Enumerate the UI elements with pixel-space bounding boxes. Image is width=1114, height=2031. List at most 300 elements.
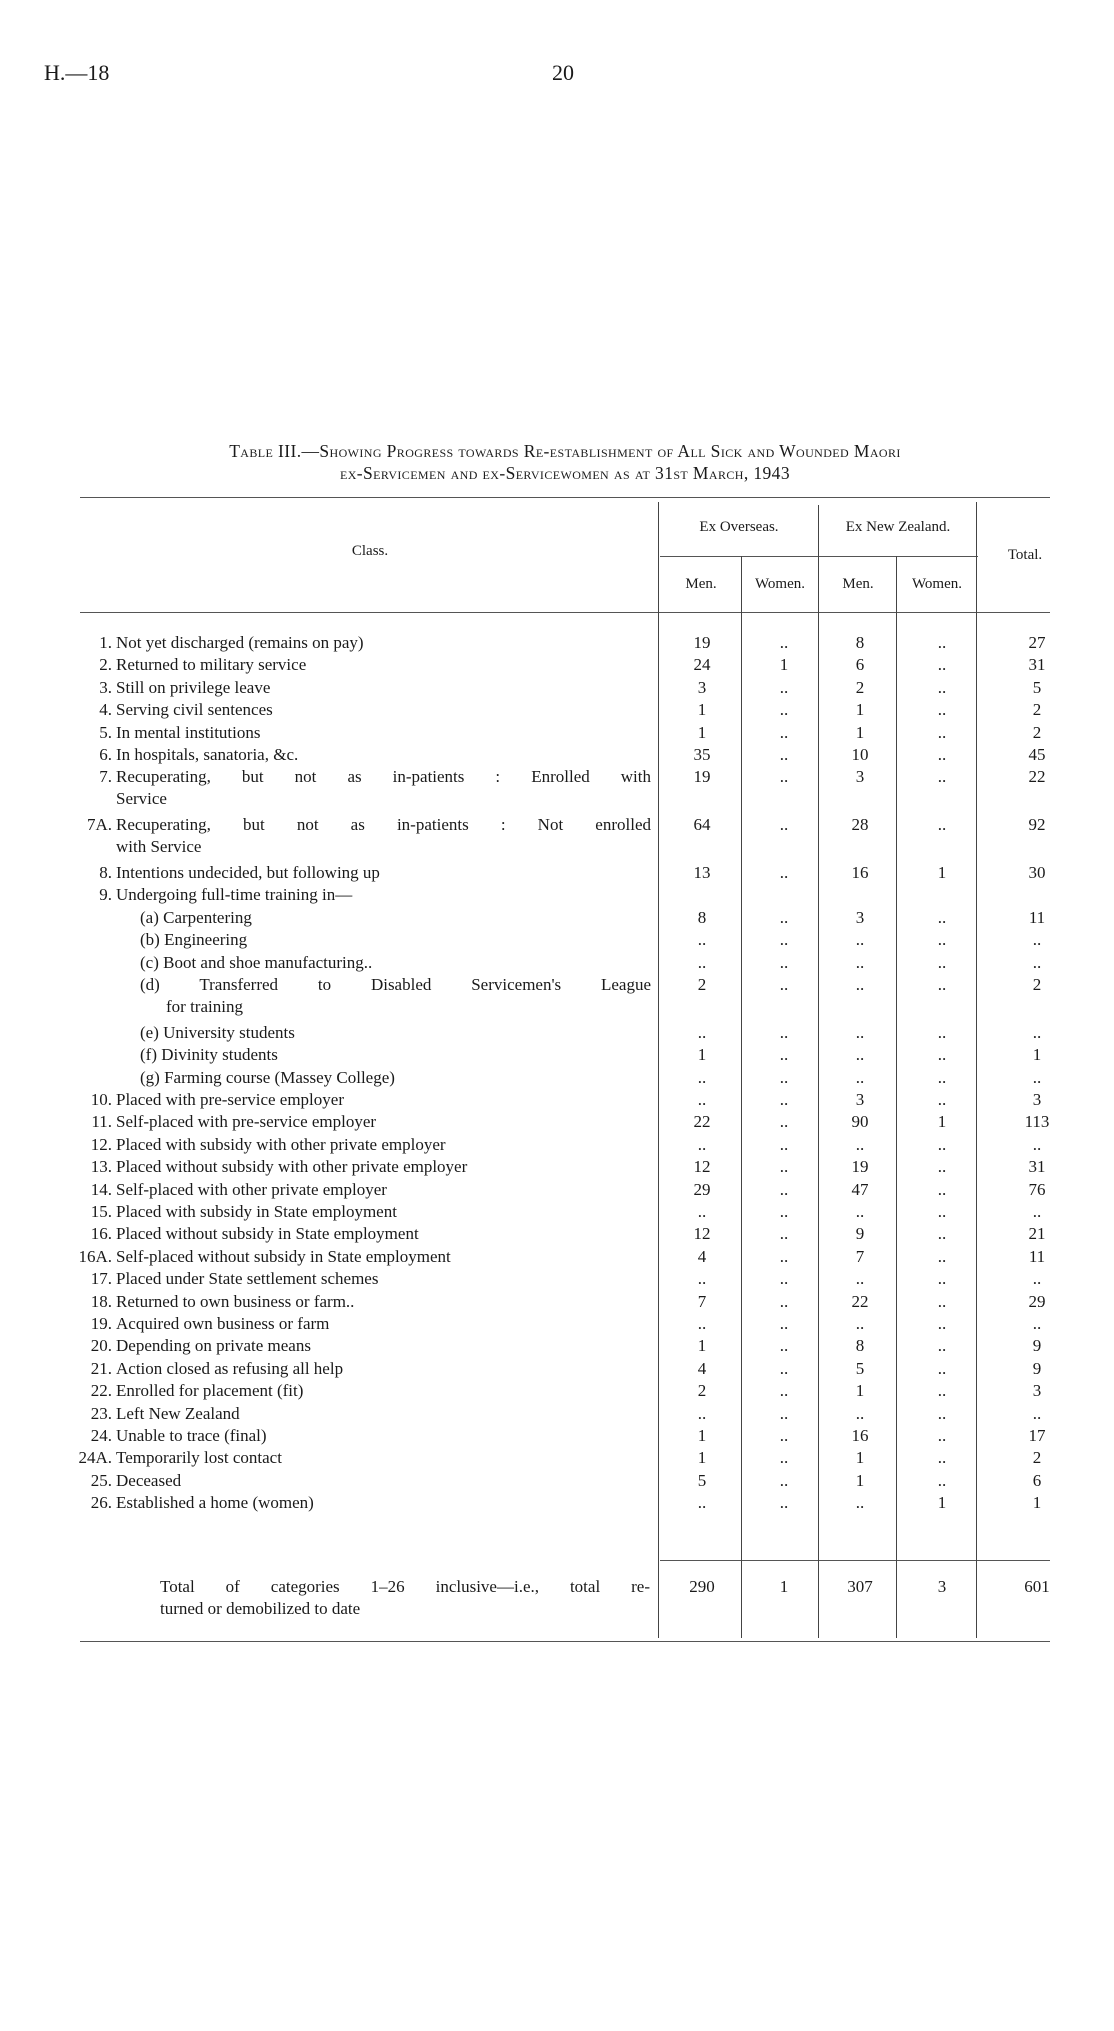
row-cell: .. (855, 1493, 865, 1513)
row-cell: .. (937, 815, 947, 835)
row-cell: 76 (1028, 1179, 1046, 1199)
row-cell: .. (937, 1426, 947, 1445)
row-cell: .. (1032, 930, 1042, 950)
row-cell: .. (855, 975, 865, 994)
row-cell: 6 (855, 655, 865, 675)
row-cell: .. (697, 1090, 707, 1109)
col-header-overseas-men: Men. (685, 576, 717, 592)
row-cell: 4 (697, 1246, 707, 1266)
row-number: 8. (99, 863, 112, 882)
row-number: 10. (90, 1090, 112, 1109)
row-cell: .. (697, 1314, 707, 1333)
row-label-line: Self-placed with pre-service employer (116, 1112, 377, 1132)
table-title (80, 440, 1050, 484)
row-label (116, 699, 651, 721)
row-label (116, 1358, 651, 1380)
row-cell: 5 (697, 1470, 707, 1490)
total-cell: 3 (937, 1577, 947, 1596)
row-cell: .. (855, 1314, 865, 1333)
row-cell: 2 (1032, 722, 1042, 742)
row-cell: .. (855, 1045, 865, 1065)
row-cell: .. (697, 1067, 707, 1087)
row-cell: .. (937, 1269, 947, 1289)
row-cell: 45 (1028, 745, 1046, 764)
row-cell: .. (937, 1179, 947, 1199)
row-cell: .. (937, 1022, 947, 1042)
row-cell: 22 (1028, 767, 1046, 787)
row-number: 24A. (78, 1448, 112, 1468)
row-cell: .. (937, 700, 947, 720)
row-label-line: with Service (116, 837, 202, 857)
row-cell: 64 (693, 815, 711, 835)
row-cell: .. (779, 767, 789, 787)
row-cell: .. (779, 1493, 789, 1513)
row-cell: .. (937, 1403, 947, 1423)
table-top-rule (80, 497, 1050, 498)
row-cell: 1 (855, 722, 865, 742)
row-number: 20. (90, 1336, 112, 1356)
total-cell: 601 (1024, 1577, 1050, 1596)
row-cell: .. (779, 952, 789, 972)
row-cell: 31 (1028, 655, 1046, 675)
row-cell: .. (779, 1358, 789, 1378)
row-label (116, 1156, 651, 1178)
row-label-line: Serving civil sentences (116, 700, 273, 720)
row-cell: .. (697, 1493, 707, 1513)
row-cell: .. (937, 1067, 947, 1087)
row-cell: 1 (697, 722, 707, 742)
row-cell: .. (779, 1314, 789, 1333)
total-top-rule (660, 1560, 1050, 1561)
row-cell: .. (779, 1090, 789, 1109)
row-cell: 8 (855, 633, 865, 652)
row-label (116, 632, 651, 654)
row-cell: .. (937, 975, 947, 994)
row-cell: .. (697, 930, 707, 950)
row-number: 15. (90, 1202, 112, 1221)
row-cell: .. (937, 767, 947, 787)
row-label (140, 929, 651, 951)
row-cell: 2 (1032, 975, 1042, 994)
row-cell: 28 (851, 815, 869, 835)
row-number: 9. (99, 885, 112, 905)
row-cell: 9 (1032, 1358, 1042, 1378)
row-number: 26. (90, 1493, 112, 1513)
row-cell: .. (697, 1269, 707, 1289)
row-label-line: Placed with subsidy in State employment (116, 1202, 397, 1221)
col-header-total: Total. (1007, 547, 1043, 563)
row-label (116, 654, 651, 676)
row-number: 7. (99, 767, 112, 787)
row-number: 1. (99, 633, 112, 652)
row-number: 19. (90, 1314, 112, 1333)
row-cell: .. (937, 930, 947, 950)
row-cell: 19 (851, 1157, 869, 1177)
row-cell: 1 (697, 1426, 707, 1445)
row-cell: .. (779, 1448, 789, 1468)
row-cell: 2 (1032, 700, 1042, 720)
row-cell: 1 (855, 700, 865, 720)
row-label-line: Intentions undecided, but following up (116, 863, 380, 882)
row-cell: .. (937, 1045, 947, 1065)
table-title-line-2: ex-Servicemen and ex-Servicewomen as at 31st March, 1943 (340, 463, 790, 483)
row-number: 18. (90, 1291, 112, 1311)
row-label (140, 907, 651, 929)
row-cell: 1 (855, 1448, 865, 1468)
row-cell: 5 (1032, 677, 1042, 697)
row-cell: .. (779, 1381, 789, 1401)
row-label (116, 744, 651, 766)
row-cell: 3 (855, 767, 865, 787)
row-cell: 47 (851, 1179, 869, 1199)
row-cell: .. (779, 907, 789, 927)
column-group-rule (660, 556, 978, 557)
row-number: 17. (90, 1269, 112, 1289)
row-cell: .. (779, 1067, 789, 1087)
row-number: 16. (90, 1224, 112, 1244)
row-cell: 12 (693, 1224, 711, 1244)
row-label (116, 1447, 651, 1469)
row-cell: .. (697, 1022, 707, 1042)
row-cell: 1 (697, 1336, 707, 1356)
row-label (116, 1179, 651, 1201)
row-cell: 31 (1028, 1157, 1046, 1177)
row-label-line: (d) Transferred to Disabled Servicemen's League (140, 975, 651, 994)
row-label-line: In mental institutions (116, 722, 261, 742)
row-cell: 29 (693, 1179, 711, 1199)
row-cell: 19 (693, 633, 711, 652)
row-cell: 13 (693, 863, 711, 882)
row-cell: .. (1032, 1269, 1042, 1289)
row-cell: .. (779, 700, 789, 720)
row-label (140, 1067, 651, 1089)
row-cell: 2 (697, 975, 707, 994)
row-label (116, 862, 651, 884)
row-number: 7A. (86, 815, 112, 835)
row-label-line: Depending on private means (116, 1336, 311, 1356)
row-cell: .. (937, 1202, 947, 1221)
row-label (116, 766, 651, 810)
row-cell: .. (855, 1202, 865, 1221)
row-label-line: Self-placed without subsidy in State employment (116, 1246, 451, 1266)
row-cell: 3 (1032, 1381, 1042, 1401)
row-label-line: Recuperating, but not as in-patients : Not enrolled (116, 815, 651, 835)
row-number: 2. (99, 655, 112, 675)
row-label (116, 1313, 651, 1335)
row-cell: .. (937, 1470, 947, 1490)
table-bottom-rule (80, 1641, 1050, 1642)
row-cell: .. (855, 1403, 865, 1423)
row-cell: 11 (1028, 907, 1046, 927)
row-cell: .. (937, 1381, 947, 1401)
row-cell: .. (779, 1134, 789, 1154)
row-cell: .. (779, 815, 789, 835)
row-cell: .. (779, 1426, 789, 1445)
row-cell: .. (1032, 1022, 1042, 1042)
row-label (116, 1403, 651, 1425)
row-cell: .. (697, 952, 707, 972)
row-number: 13. (90, 1157, 112, 1177)
row-label-line: Deceased (116, 1470, 182, 1490)
row-cell: .. (937, 655, 947, 675)
total-cell: 307 (847, 1577, 873, 1596)
row-cell: .. (855, 1067, 865, 1087)
row-label-line: Unable to trace (final) (116, 1426, 267, 1445)
row-label-line: (g) Farming course (Massey College) (140, 1067, 395, 1087)
page-number: 20 (552, 60, 574, 85)
row-label-line: Not yet discharged (remains on pay) (116, 633, 364, 652)
row-number: 4. (99, 700, 112, 720)
row-cell: 7 (697, 1291, 707, 1311)
row-cell: 90 (851, 1112, 869, 1132)
row-cell: 1 (937, 863, 947, 882)
row-label-line: Placed under State settlement schemes (116, 1269, 379, 1289)
row-cell: 6 (1032, 1470, 1042, 1490)
row-cell: .. (779, 1202, 789, 1221)
row-cell: .. (855, 1269, 865, 1289)
row-cell: .. (697, 1403, 707, 1423)
row-cell: .. (779, 1112, 789, 1132)
row-number: 16A. (78, 1246, 112, 1266)
row-number: 5. (99, 722, 112, 742)
col-divider-4 (896, 556, 897, 1638)
row-cell: 2 (697, 1381, 707, 1401)
row-label-line: for training (166, 997, 243, 1016)
row-cell: 3 (697, 677, 707, 697)
row-cell: 10 (851, 745, 869, 764)
row-cell: 1 (697, 1045, 707, 1065)
row-label-line: Placed with pre-service employer (116, 1090, 344, 1109)
row-cell: .. (1032, 1202, 1042, 1221)
total-label-line: turned or demobilized to date (160, 1599, 361, 1618)
row-cell: .. (937, 745, 947, 764)
row-cell: .. (855, 1134, 865, 1154)
row-label (116, 1201, 651, 1223)
row-cell: 5 (855, 1358, 865, 1378)
row-cell: 22 (851, 1291, 869, 1311)
row-cell: 1 (937, 1493, 947, 1513)
row-label (116, 1492, 651, 1514)
row-label (116, 1111, 651, 1133)
col-divider-1 (658, 502, 659, 1638)
row-cell: .. (1032, 1134, 1042, 1154)
row-cell: 19 (693, 767, 711, 787)
row-cell: 16 (851, 863, 869, 882)
row-label (116, 1223, 651, 1245)
row-cell: 3 (855, 907, 865, 927)
row-cell: .. (855, 1022, 865, 1042)
row-cell: 16 (851, 1426, 869, 1445)
row-label (140, 952, 651, 974)
row-label-line: (e) University students (140, 1022, 295, 1042)
row-number: 21. (90, 1358, 112, 1378)
row-cell: .. (779, 722, 789, 742)
row-cell: 11 (1028, 1246, 1046, 1266)
row-cell: .. (855, 930, 865, 950)
row-label (140, 974, 651, 1018)
col-header-overseas-women: Women. (754, 576, 806, 592)
row-cell: 4 (697, 1358, 707, 1378)
row-cell: .. (937, 1134, 947, 1154)
row-cell: 35 (693, 745, 711, 764)
row-cell: 1 (779, 655, 789, 675)
row-cell: .. (779, 677, 789, 697)
row-number: 11. (91, 1112, 112, 1132)
col-divider-2 (741, 556, 742, 1638)
row-cell: .. (937, 1157, 947, 1177)
total-label (160, 1576, 650, 1620)
row-cell: .. (937, 1246, 947, 1266)
row-label-line: (c) Boot and shoe manufacturing.. (140, 952, 373, 972)
row-number: 25. (90, 1470, 112, 1490)
row-label (116, 1246, 651, 1268)
row-label (140, 1044, 651, 1066)
row-cell: .. (779, 1246, 789, 1266)
col-divider-3 (818, 505, 819, 1638)
row-cell: 9 (1032, 1336, 1042, 1356)
row-cell: 1 (697, 700, 707, 720)
row-label (140, 1022, 651, 1044)
row-cell: .. (1032, 1314, 1042, 1333)
row-cell: 9 (855, 1224, 865, 1244)
row-cell: 7 (855, 1246, 865, 1266)
row-label-line: Placed with subsidy with other private employer (116, 1134, 446, 1154)
row-cell: 12 (693, 1157, 711, 1177)
row-cell: 27 (1028, 633, 1046, 652)
row-cell: .. (937, 722, 947, 742)
row-cell: .. (937, 1448, 947, 1468)
document-reference: H.—18 (44, 60, 110, 85)
col-header-nz-men: Men. (842, 576, 874, 592)
row-number: 14. (90, 1179, 112, 1199)
row-cell: .. (779, 975, 789, 994)
row-cell: .. (937, 952, 947, 972)
row-cell: .. (779, 1403, 789, 1423)
row-cell: .. (779, 1291, 789, 1311)
row-label-line: (b) Engineering (140, 930, 248, 950)
row-cell: 3 (855, 1090, 865, 1109)
row-label-line: Self-placed with other private employer (116, 1179, 387, 1199)
row-cell: .. (1032, 1067, 1042, 1087)
row-label (116, 1380, 651, 1402)
row-label-line: Established a home (women) (116, 1493, 314, 1513)
row-cell: .. (937, 1314, 947, 1333)
row-number: 3. (99, 677, 112, 697)
row-cell: .. (779, 1157, 789, 1177)
row-cell: .. (779, 1022, 789, 1042)
row-cell: .. (779, 633, 789, 652)
row-label-line: Temporarily lost contact (116, 1448, 282, 1468)
row-cell: .. (779, 863, 789, 882)
row-cell: .. (937, 1291, 947, 1311)
row-cell: 1 (697, 1448, 707, 1468)
row-label-line: Action closed as refusing all help (116, 1358, 344, 1378)
row-cell: 29 (1028, 1291, 1046, 1311)
row-cell: 1 (937, 1112, 947, 1132)
row-label (116, 1268, 651, 1290)
row-label (116, 1335, 651, 1357)
row-cell: 92 (1028, 815, 1046, 835)
row-cell: 17 (1028, 1426, 1046, 1445)
row-label-line: Acquired own business or farm (116, 1314, 330, 1333)
row-label-line: Recuperating, but not as in-patients : Enrolled with (116, 767, 651, 787)
row-cell: .. (937, 633, 947, 652)
row-label (116, 1134, 651, 1156)
row-label-line: Returned to own business or farm.. (116, 1291, 355, 1311)
row-cell: .. (1032, 952, 1042, 972)
row-label-line: Undergoing full-time training in— (116, 885, 353, 905)
row-cell: 1 (1032, 1493, 1042, 1513)
row-cell: 30 (1028, 863, 1046, 882)
row-cell: .. (779, 1336, 789, 1356)
row-number: 23. (90, 1403, 112, 1423)
col-header-nz-women: Women. (911, 576, 963, 592)
row-cell: 3 (1032, 1090, 1042, 1109)
row-label-line: Enrolled for placement (fit) (116, 1381, 304, 1401)
row-cell: .. (697, 1134, 707, 1154)
row-label-line: Still on privilege leave (116, 677, 271, 697)
total-cell: 290 (689, 1577, 715, 1596)
total-label-line: Total of categories 1–26 inclusive—i.e., total re- (160, 1577, 650, 1596)
row-cell: .. (937, 907, 947, 927)
row-cell: .. (937, 1090, 947, 1109)
row-label (116, 1291, 651, 1313)
row-cell: 22 (693, 1112, 711, 1132)
row-cell: .. (779, 930, 789, 950)
row-cell: 21 (1028, 1224, 1046, 1244)
row-number: 6. (99, 745, 112, 764)
row-label-line: (f) Divinity students (140, 1045, 278, 1065)
row-label-line: Placed without subsidy in State employment (116, 1224, 419, 1244)
total-cell: 1 (779, 1577, 789, 1596)
row-cell: 8 (697, 907, 707, 927)
row-label-line: In hospitals, sanatoria, &c. (116, 745, 299, 764)
row-label (116, 1470, 651, 1492)
row-cell: .. (855, 952, 865, 972)
row-cell: .. (937, 1224, 947, 1244)
row-cell: 2 (855, 677, 865, 697)
row-cell: .. (937, 677, 947, 697)
row-cell: .. (779, 745, 789, 764)
row-cell: .. (697, 1202, 707, 1221)
row-cell: 2 (1032, 1448, 1042, 1468)
table-title-line-1: Table III.—Showing Progress towards Re-establishment of All Sick and Wounded Maori (229, 441, 901, 461)
row-cell: 8 (855, 1336, 865, 1356)
row-cell: .. (779, 1045, 789, 1065)
col-header-ex-new-zealand: Ex New Zealand. (845, 519, 951, 535)
row-cell: .. (779, 1470, 789, 1490)
row-cell: 1 (855, 1381, 865, 1401)
row-cell: 113 (1024, 1112, 1050, 1132)
row-number: 22. (90, 1381, 112, 1401)
row-label-line: Placed without subsidy with other private employer (116, 1157, 468, 1177)
row-number: 12. (90, 1134, 112, 1154)
row-label (116, 814, 651, 858)
row-label-line: Left New Zealand (116, 1403, 240, 1423)
header-bottom-rule (80, 612, 1050, 613)
row-cell: 1 (1032, 1045, 1042, 1065)
col-header-ex-overseas: Ex Overseas. (699, 519, 779, 535)
row-label (116, 1089, 651, 1111)
row-cell: 1 (855, 1470, 865, 1490)
row-label-line: Service (116, 789, 167, 809)
row-cell: .. (779, 1179, 789, 1199)
col-header-class: Class. (351, 543, 389, 559)
row-label (116, 884, 651, 906)
col-divider-5 (976, 502, 977, 1638)
row-cell: .. (937, 1358, 947, 1378)
row-label (116, 722, 651, 744)
